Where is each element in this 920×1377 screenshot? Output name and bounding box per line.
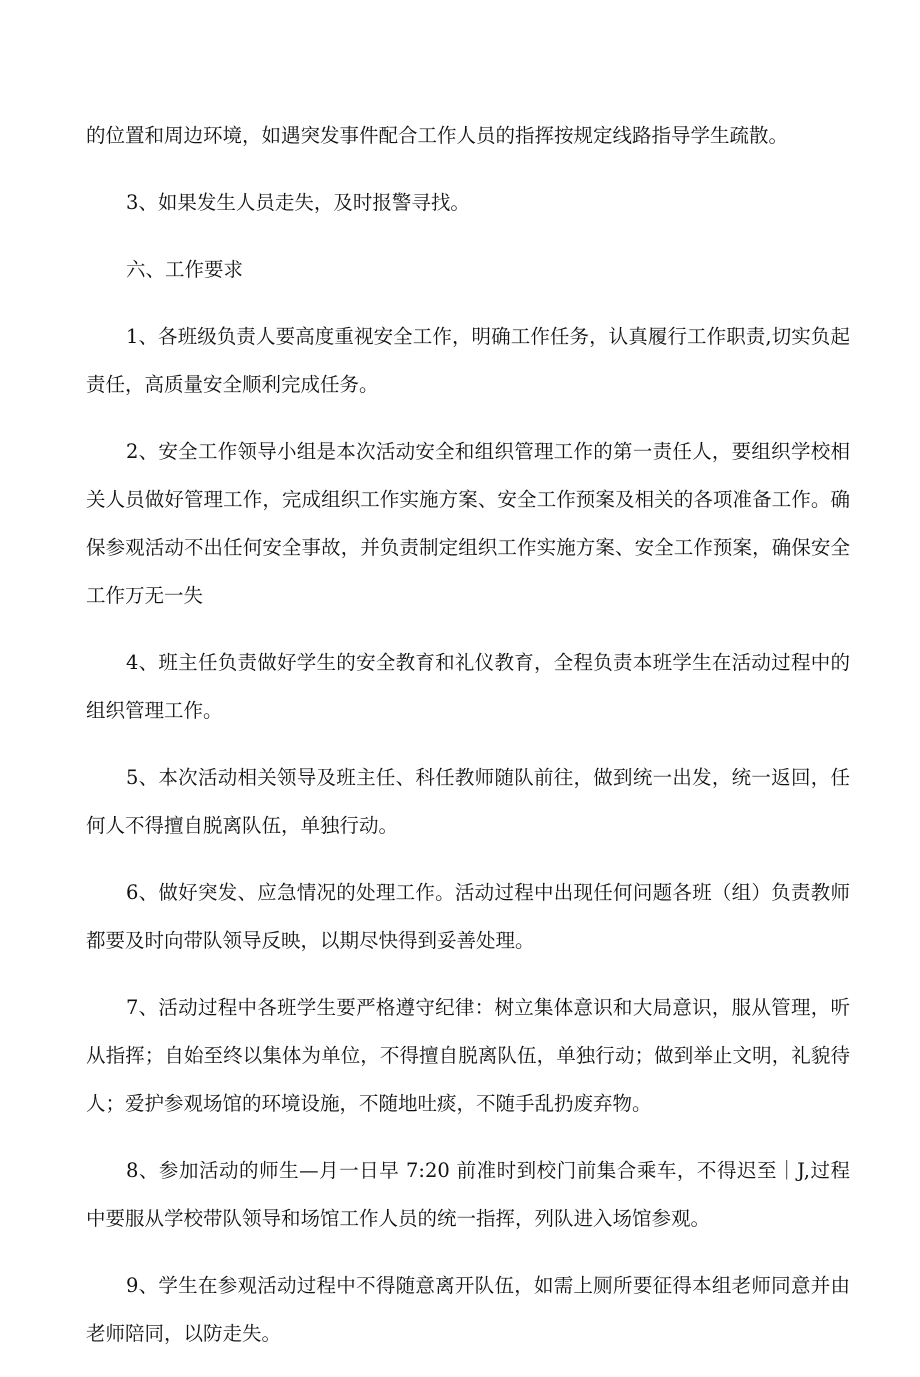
paragraph-item-3-missing-person: 3、如果发生人员走失，及时报警寻找。 bbox=[125, 191, 470, 214]
paragraph-requirement-2: 2、安全工作领导小组是本次活动安全和组织管理工作的第一责任人，要组织学校相关人员做好管理工作，完成组织工作实施方案、安全工作预案及相关的各项准备工作。确保参观活动不出任何安全事故，并负责制定组织工作实施方案、安全工作预案，确保安全工作万无一失 bbox=[86, 440, 850, 607]
document-page bbox=[86, 112, 850, 1377]
section-heading-work-requirements: 六、工作要求 bbox=[125, 258, 243, 281]
paragraph-evacuation-continued: 的位置和周边环境，如遇突发事件配合工作人员的指挥按规定线路指导学生疏散。 bbox=[86, 124, 789, 147]
paragraph-requirement-8: 8、参加活动的师生—月一日早 7:20 前准时到校门前集合乘车，不得迟至｜J,过程中要服从学校带队领导和场馆工作人员的统一指挥，列队进入场馆参观。 bbox=[86, 1159, 850, 1230]
paragraph-requirement-4: 4、班主任负责做好学生的安全教育和礼仪教育，全程负责本班学生在活动过程中的组织管理工作。 bbox=[86, 651, 850, 722]
paragraph-requirement-6: 6、做好突发、应急情况的处理工作。活动过程中出现任何问题各班（组）负责教师都要及时向带队领导反映，以期尽快得到妥善处理。 bbox=[86, 881, 850, 952]
paragraph-requirement-1: 1、各班级负责人要高度重视安全工作，明确工作任务，认真履行工作职责,切实负起责任，高质量安全顺利完成任务。 bbox=[86, 325, 850, 396]
paragraph-requirement-9: 9、学生在参观活动过程中不得随意离开队伍，如需上厕所要征得本组老师同意并由老师陪同，以防走失。 bbox=[86, 1274, 850, 1345]
paragraph-requirement-5: 5、本次活动相关领导及班主任、科任教师随队前往，做到统一出发，统一返回，任何人不得擅自脱离队伍，单独行动。 bbox=[86, 766, 850, 837]
paragraph-requirement-7: 7、活动过程中各班学生要严格遵守纪律：树立集体意识和大局意识，服从管理，听从指挥；自始至终以集体为单位，不得擅自脱离队伍，单独行动；做到举止文明，礼貌待人；爱护参观场馆的环境设施，不随地吐痰，不随手乱扔废弃物。 bbox=[86, 996, 850, 1115]
